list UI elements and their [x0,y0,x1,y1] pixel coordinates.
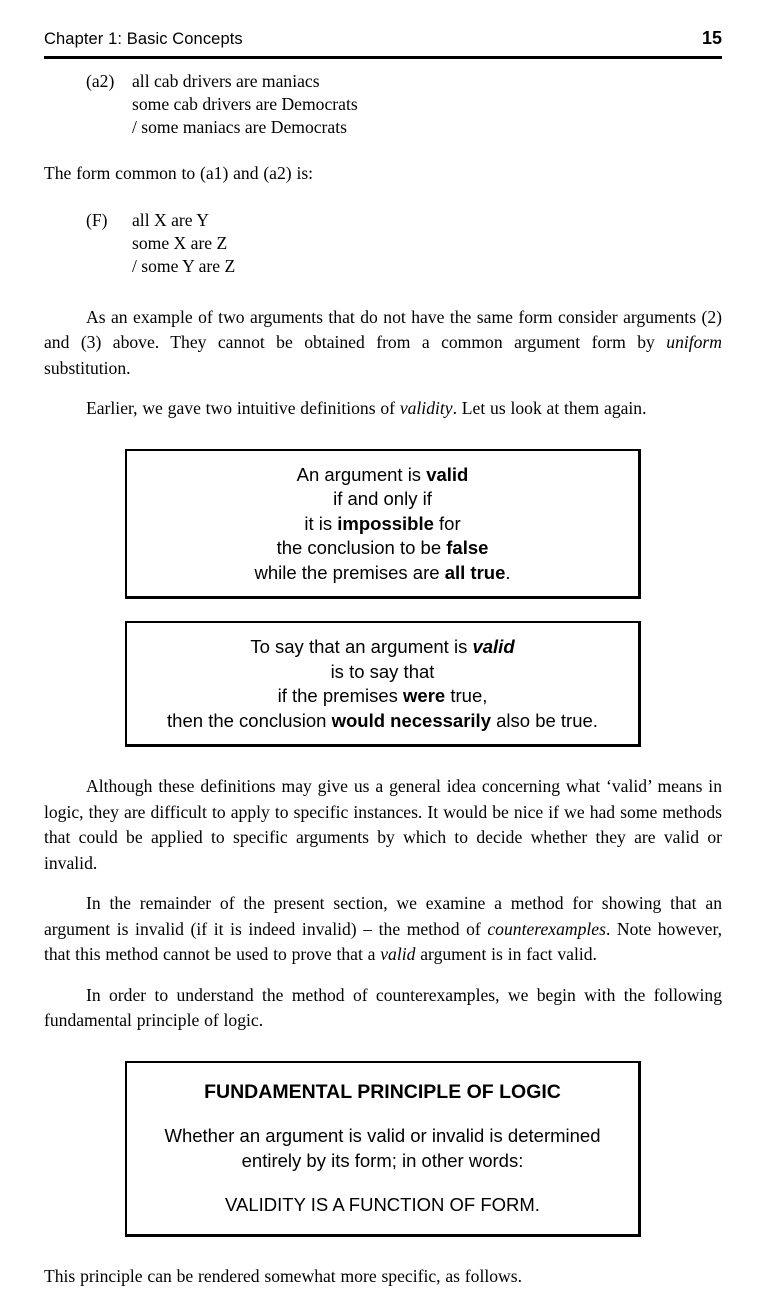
paragraph-remainder [44,891,722,968]
emphasis-counterexamples: counterexamples [487,919,606,939]
argument-premise-1: all X are Y [132,209,722,232]
paragraph-form-common: The form common to (a1) and (a2) is: [44,161,722,187]
argument-block-f [44,209,722,278]
principle-body-line: entirely by its form; in other words: [135,1149,630,1174]
text-run: while the premises are [254,562,444,583]
page-number: 15 [702,28,722,49]
argument-premise-1: all cab drivers are maniacs [132,70,722,93]
text-run: In the remainder of the present section, we examine a method for showing that an argument is invalid (if it is indeed invalid) – the method of [44,893,722,939]
text-run: also be true. [491,710,598,731]
emphasis-all-true: all true [445,562,506,583]
paragraph-example [44,305,722,382]
argument-lines [132,209,722,278]
emphasis-would-necessarily: would necessarily [332,710,491,731]
argument-premise-2: some X are Z [132,232,722,255]
definition-line [135,512,630,537]
paragraph-closing: This principle can be rendered somewhat more specific, as follows. [44,1264,722,1289]
page-content [44,70,722,1289]
emphasis-false: false [446,537,488,558]
text-run: argument is in fact valid. [415,944,596,964]
emphasis-impossible: impossible [337,513,434,534]
text-run: As an example of two arguments that do not have the same form consider arguments (2) and (3) above. They cannot be obtained from a common argument form by [44,307,722,353]
emphasis-were: were [403,685,445,706]
principle-conclusion: VALIDITY IS A FUNCTION OF FORM. [135,1193,630,1218]
argument-conclusion: / some maniacs are Democrats [132,116,722,139]
definition-box-1 [125,449,641,600]
text-run: substitution. [44,358,131,378]
text-run: for [434,513,461,534]
emphasis-uniform: uniform [666,332,722,352]
emphasis-validity: validity [400,398,453,418]
definition-line [135,660,630,685]
text-run: . Let us look at them again. [453,398,647,418]
page-header [44,28,722,49]
text-run: . [505,562,510,583]
argument-label: (F) [86,209,132,278]
text-run: Earlier, we gave two intuitive definitions of [86,398,400,418]
argument-conclusion: / some Y are Z [132,255,722,278]
paragraph-earlier [44,396,722,422]
principle-heading: FUNDAMENTAL PRINCIPLE OF LOGIC [135,1080,630,1105]
definition-line [135,709,630,734]
definition-line [135,487,630,512]
definition-box-2 [125,621,641,747]
text-run: true, [445,685,487,706]
header-rule [44,56,722,59]
text-run: is to say that [331,661,435,682]
definition-line [135,684,630,709]
argument-block-a2 [44,70,722,139]
text-run: the conclusion to be [277,537,447,558]
definition-line [135,463,630,488]
argument-premise-2: some cab drivers are Democrats [132,93,722,116]
principle-body-line: Whether an argument is valid or invalid is determined [135,1124,630,1149]
paragraph-although: Although these definitions may give us a general idea concerning what ‘valid’ means in logic, they are difficult to apply to specific instances. It would be nice if we had some methods that could be applied to specific arguments by which to decide whether they are valid or invalid. [44,774,722,876]
principle-box [125,1061,641,1237]
text-run: if and only if [333,488,432,509]
chapter-title: Chapter 1: Basic Concepts [44,30,243,49]
definition-line [135,561,630,586]
emphasis-valid: valid [472,636,514,657]
text-run: it is [304,513,337,534]
text-run: To say that an argument is [250,636,472,657]
paragraph-in-order: In order to understand the method of counterexamples, we begin with the following fundamental principle of logic. [44,983,722,1034]
text-run: then the conclusion [167,710,332,731]
definition-line [135,635,630,660]
text-run: if the premises [278,685,403,706]
principle-body [135,1124,630,1173]
definition-line [135,536,630,561]
argument-lines [132,70,722,139]
text-run: . Note however, that this method cannot be used to prove that a [44,919,722,965]
text-run: An argument is [297,464,427,485]
emphasis-valid: valid [426,464,468,485]
argument-label: (a2) [86,70,132,139]
emphasis-valid: valid [380,944,415,964]
